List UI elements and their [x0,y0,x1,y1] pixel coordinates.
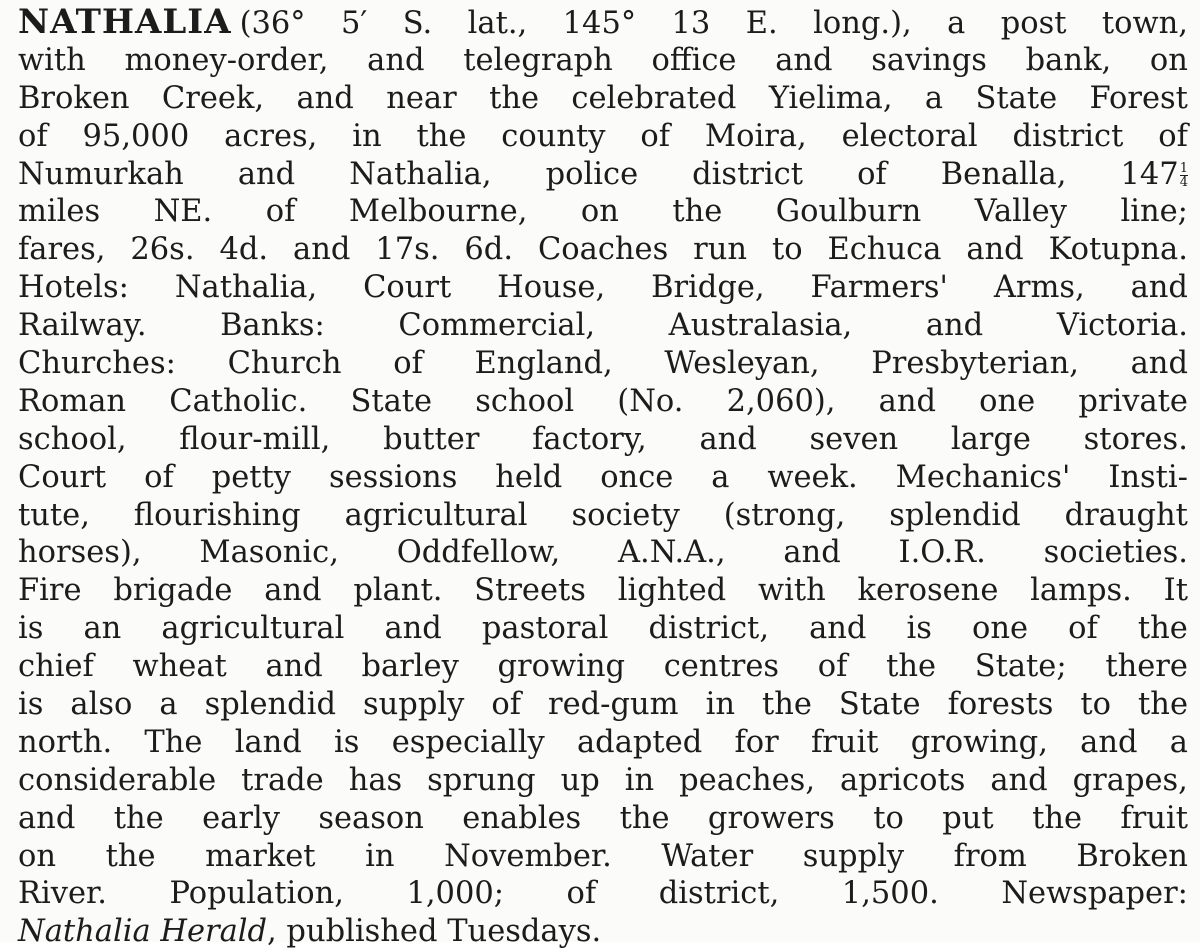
word: trade [241,762,324,798]
word: long.), [813,6,912,41]
word: the [761,687,812,723]
word: and [783,535,841,571]
word: State [975,80,1058,116]
newspaper-name: Nathalia Herald [18,914,268,950]
word: school [475,383,575,419]
word: flour-mill, [179,421,331,457]
word: draught [1064,497,1188,533]
entry-line-text [240,5,1188,43]
word: post [1000,6,1067,41]
word: a [1169,724,1188,760]
word: the [416,118,467,154]
word: centres [663,649,780,685]
word: barley [361,649,459,685]
entry-line [18,421,1188,459]
word: brigade [113,573,233,609]
entry-line [18,42,1188,80]
word: Benalla, [940,156,1067,192]
word: butter [383,421,480,457]
entry-line [18,80,1188,118]
word: Railway. [18,308,147,344]
word: societies. [1043,535,1188,571]
word: 147 $\frac{1}{4}$ [1120,156,1188,192]
word: school, [18,421,127,457]
word: Arms, [993,270,1085,306]
word: plant. [353,573,443,609]
word: growing, [910,724,1048,760]
word: one [972,611,1029,647]
word: the [1032,800,1083,836]
word: Mechanics' [895,459,1071,495]
word: Insti- [1108,459,1188,495]
word: and [775,42,833,78]
word: the [619,800,670,836]
word: 6d. [464,232,514,268]
word: lat., [467,6,528,41]
word: land [234,724,302,760]
word: and [878,383,936,419]
word: district, [658,876,780,912]
word: fruit [1120,800,1188,836]
word: factory, [532,421,647,457]
entry-line [18,800,1188,838]
entry-line-final [18,913,1188,951]
word: in [705,687,735,723]
entry-line [18,497,1188,535]
word: to [873,800,904,836]
word: of [265,194,296,230]
word: Creek, [161,80,265,116]
word: on [1149,42,1188,78]
word: once [600,459,674,495]
word: in [365,838,395,874]
word: November. [444,838,612,874]
word: north. [18,724,113,760]
word: celebrated [571,80,737,116]
word: and [265,649,323,685]
word: and [264,573,322,609]
word: River. [18,876,107,912]
word: sessions [328,459,458,495]
word: the [672,194,723,230]
entry-line [18,534,1188,572]
word: and [809,611,867,647]
word: agricultural [344,497,528,533]
word: and [367,42,425,78]
word: fares, [18,232,106,268]
word: put [942,800,994,836]
word: of [491,687,521,723]
word: seven [809,421,899,457]
word: and [296,80,354,116]
word: on [580,194,619,230]
word: the [886,649,937,685]
word: of [144,459,174,495]
word: also [70,687,133,723]
entry-line [18,383,1188,421]
word: Nathalia, [349,156,492,192]
word: 5′ [340,6,368,41]
entry-line [18,610,1188,648]
word: 13 [671,6,711,41]
word: from [953,838,1027,874]
word: season [318,800,424,836]
word: of [18,118,48,154]
word: electoral [841,118,978,154]
word: and [990,762,1048,798]
word: Forest [1089,80,1188,116]
word: a [947,6,966,41]
word: a [159,687,178,723]
word: telegraph [463,42,613,78]
word: Numurkah [18,156,184,192]
word: supply [363,687,465,723]
word: Farmers' [810,270,948,306]
word: Churches: [18,346,176,382]
word: up [560,762,600,798]
word: Nathalia, [174,270,318,306]
word: and [966,232,1024,268]
word: Newspaper: [1001,876,1188,912]
word: growing [497,649,626,685]
word: Melbourne, [348,194,528,230]
word: Fire [18,573,82,609]
word: splendid [889,497,1021,533]
entry-body [18,42,1188,913]
word: House, [497,270,606,306]
word: district, [648,611,770,647]
entry-line [18,156,1188,194]
word: The [144,724,203,760]
word: with [757,573,826,609]
word: held [495,459,563,495]
word: of [640,118,671,154]
word: is [18,611,44,647]
word: S. [402,6,433,41]
word: horses), [18,535,142,571]
word: (36° [239,6,306,41]
word: line; [1120,194,1188,230]
word: State [350,383,433,419]
word: has [348,762,403,798]
entry-line [18,572,1188,610]
entry-line [18,118,1188,156]
word: Catholic. [169,383,308,419]
word: I.O.R. [898,535,986,571]
word: 1,000; [406,876,505,912]
word: 95,000 [82,118,190,154]
word: and [699,421,757,457]
entry-line [18,459,1188,497]
word: and [1080,724,1138,760]
word: savings [871,42,987,78]
word: of [566,876,597,912]
word: office [651,42,737,78]
word: Yielima, [768,80,893,116]
word: agricultural [161,611,345,647]
word: E. [745,6,778,41]
word: Presbyterian, [871,346,1079,382]
word: Court [18,459,107,495]
word: Victoria. [1056,308,1188,344]
word: red-gum [548,687,679,723]
word: district [1012,118,1124,154]
word: is [18,687,44,723]
word: is [334,724,360,760]
word: (No. [617,383,684,419]
word: and [237,156,296,192]
entry-line [18,648,1188,686]
word: especially [391,724,545,760]
word: Australasia, [668,308,853,344]
word: petty [211,459,292,495]
word: 26s. [130,232,195,268]
word: police [545,156,639,192]
word: Roman [18,383,127,419]
word: enables [462,800,582,836]
word: Moira, [704,118,807,154]
word: Population, [169,876,344,912]
word: in [352,118,382,154]
word: a [711,459,730,495]
word: and [293,232,351,268]
word: the [489,80,540,116]
word: and [384,611,442,647]
word: kerosene [857,573,999,609]
entry-line [18,269,1188,307]
word: Echuca [827,232,942,268]
word: England, [474,346,613,382]
entry-line [18,345,1188,383]
word: to [771,232,803,268]
word: splendid [204,687,336,723]
word: considerable [18,762,217,798]
word: for [734,724,779,760]
word: 17s. [375,232,440,268]
word: Wesleyan, [664,346,820,382]
word: peaches, [679,762,816,798]
word: run [693,232,748,268]
word: (strong, [723,497,846,533]
word: growers [707,800,835,836]
word: 145° [562,6,637,41]
word: the [1137,611,1188,647]
word: county [501,118,606,154]
word: of [857,156,887,192]
word: lighted [617,573,727,609]
word: Hotels: [18,270,129,306]
word: Bridge, [651,270,765,306]
word: town, [1101,6,1188,41]
word: money-order, [124,42,329,78]
entry-line [18,875,1188,913]
word: one [979,383,1036,419]
word: and [1130,270,1188,306]
entry-line [18,193,1188,231]
entry-line [18,231,1188,269]
word: is [906,611,932,647]
word: Broken [1076,838,1188,874]
word: the [113,800,164,836]
word: large [950,421,1031,457]
word: forests [947,687,1054,723]
word: of [1158,118,1188,154]
word: a [924,80,944,116]
word: sprung [427,762,536,798]
word: apricots [839,762,966,798]
word: there [1105,649,1188,685]
word: and [1130,346,1188,382]
word: society [571,497,680,533]
word: Commercial, [398,308,596,344]
word: lamps. [1030,573,1132,609]
word: Court [363,270,452,306]
word: flourishing [133,497,301,533]
word: private [1078,383,1188,419]
word: near [386,80,457,116]
entry-line [18,307,1188,345]
word: It [1163,573,1188,609]
word: Kotupna. [1048,232,1188,268]
word: chief [18,649,94,685]
word: fruit [810,724,879,760]
word: bank, [1025,42,1112,78]
word: in [624,762,655,798]
word: of [817,649,848,685]
fraction-quarter: $\frac{1}{4}$ [1179,161,1188,191]
word: Coaches [537,232,669,268]
word: with [18,42,86,78]
entry-line [18,838,1188,876]
word: an [83,611,122,647]
word: 2,060), [726,383,836,419]
entry-line [18,724,1188,762]
word: A.N.A., [618,535,726,571]
word: miles [18,194,101,230]
entry-line [18,686,1188,724]
word: market [205,838,316,874]
word: State; [974,649,1067,685]
word: Goulburn [775,194,922,230]
word: and [18,800,76,836]
gazetteer-entry [18,4,1188,951]
word: Water [661,838,754,874]
entry-line [18,762,1188,800]
word: pastoral [481,611,609,647]
word: on [18,838,57,874]
word: supply [802,838,905,874]
word: early [202,800,280,836]
word: Church [227,346,342,382]
word: Valley [974,194,1067,230]
word: Streets [474,573,586,609]
word: district [692,156,804,192]
word: Broken [18,80,130,116]
word: to [1080,687,1112,723]
word: stores. [1083,421,1188,457]
word: Oddfellow, [396,535,561,571]
word: of [393,346,423,382]
word: NE. [153,194,213,230]
word: 1,500. [841,876,939,912]
word: and [925,308,984,344]
entry-headword: NATHALIA [18,2,232,42]
word: State [838,687,921,723]
word: week. [767,459,858,495]
word: 4d. [219,232,269,268]
word: the [105,838,156,874]
word: Banks: [220,308,325,344]
word: grapes, [1072,762,1188,798]
word: adapted [576,724,703,760]
entry-line [18,4,1188,42]
word: wheat [132,649,227,685]
word: acres, [224,118,318,154]
word: of [1068,611,1098,647]
word: the [1138,687,1188,723]
newspaper-publication-note: , published Tuesdays. [267,914,602,950]
word: tute, [18,497,90,533]
word: Masonic, [199,535,339,571]
